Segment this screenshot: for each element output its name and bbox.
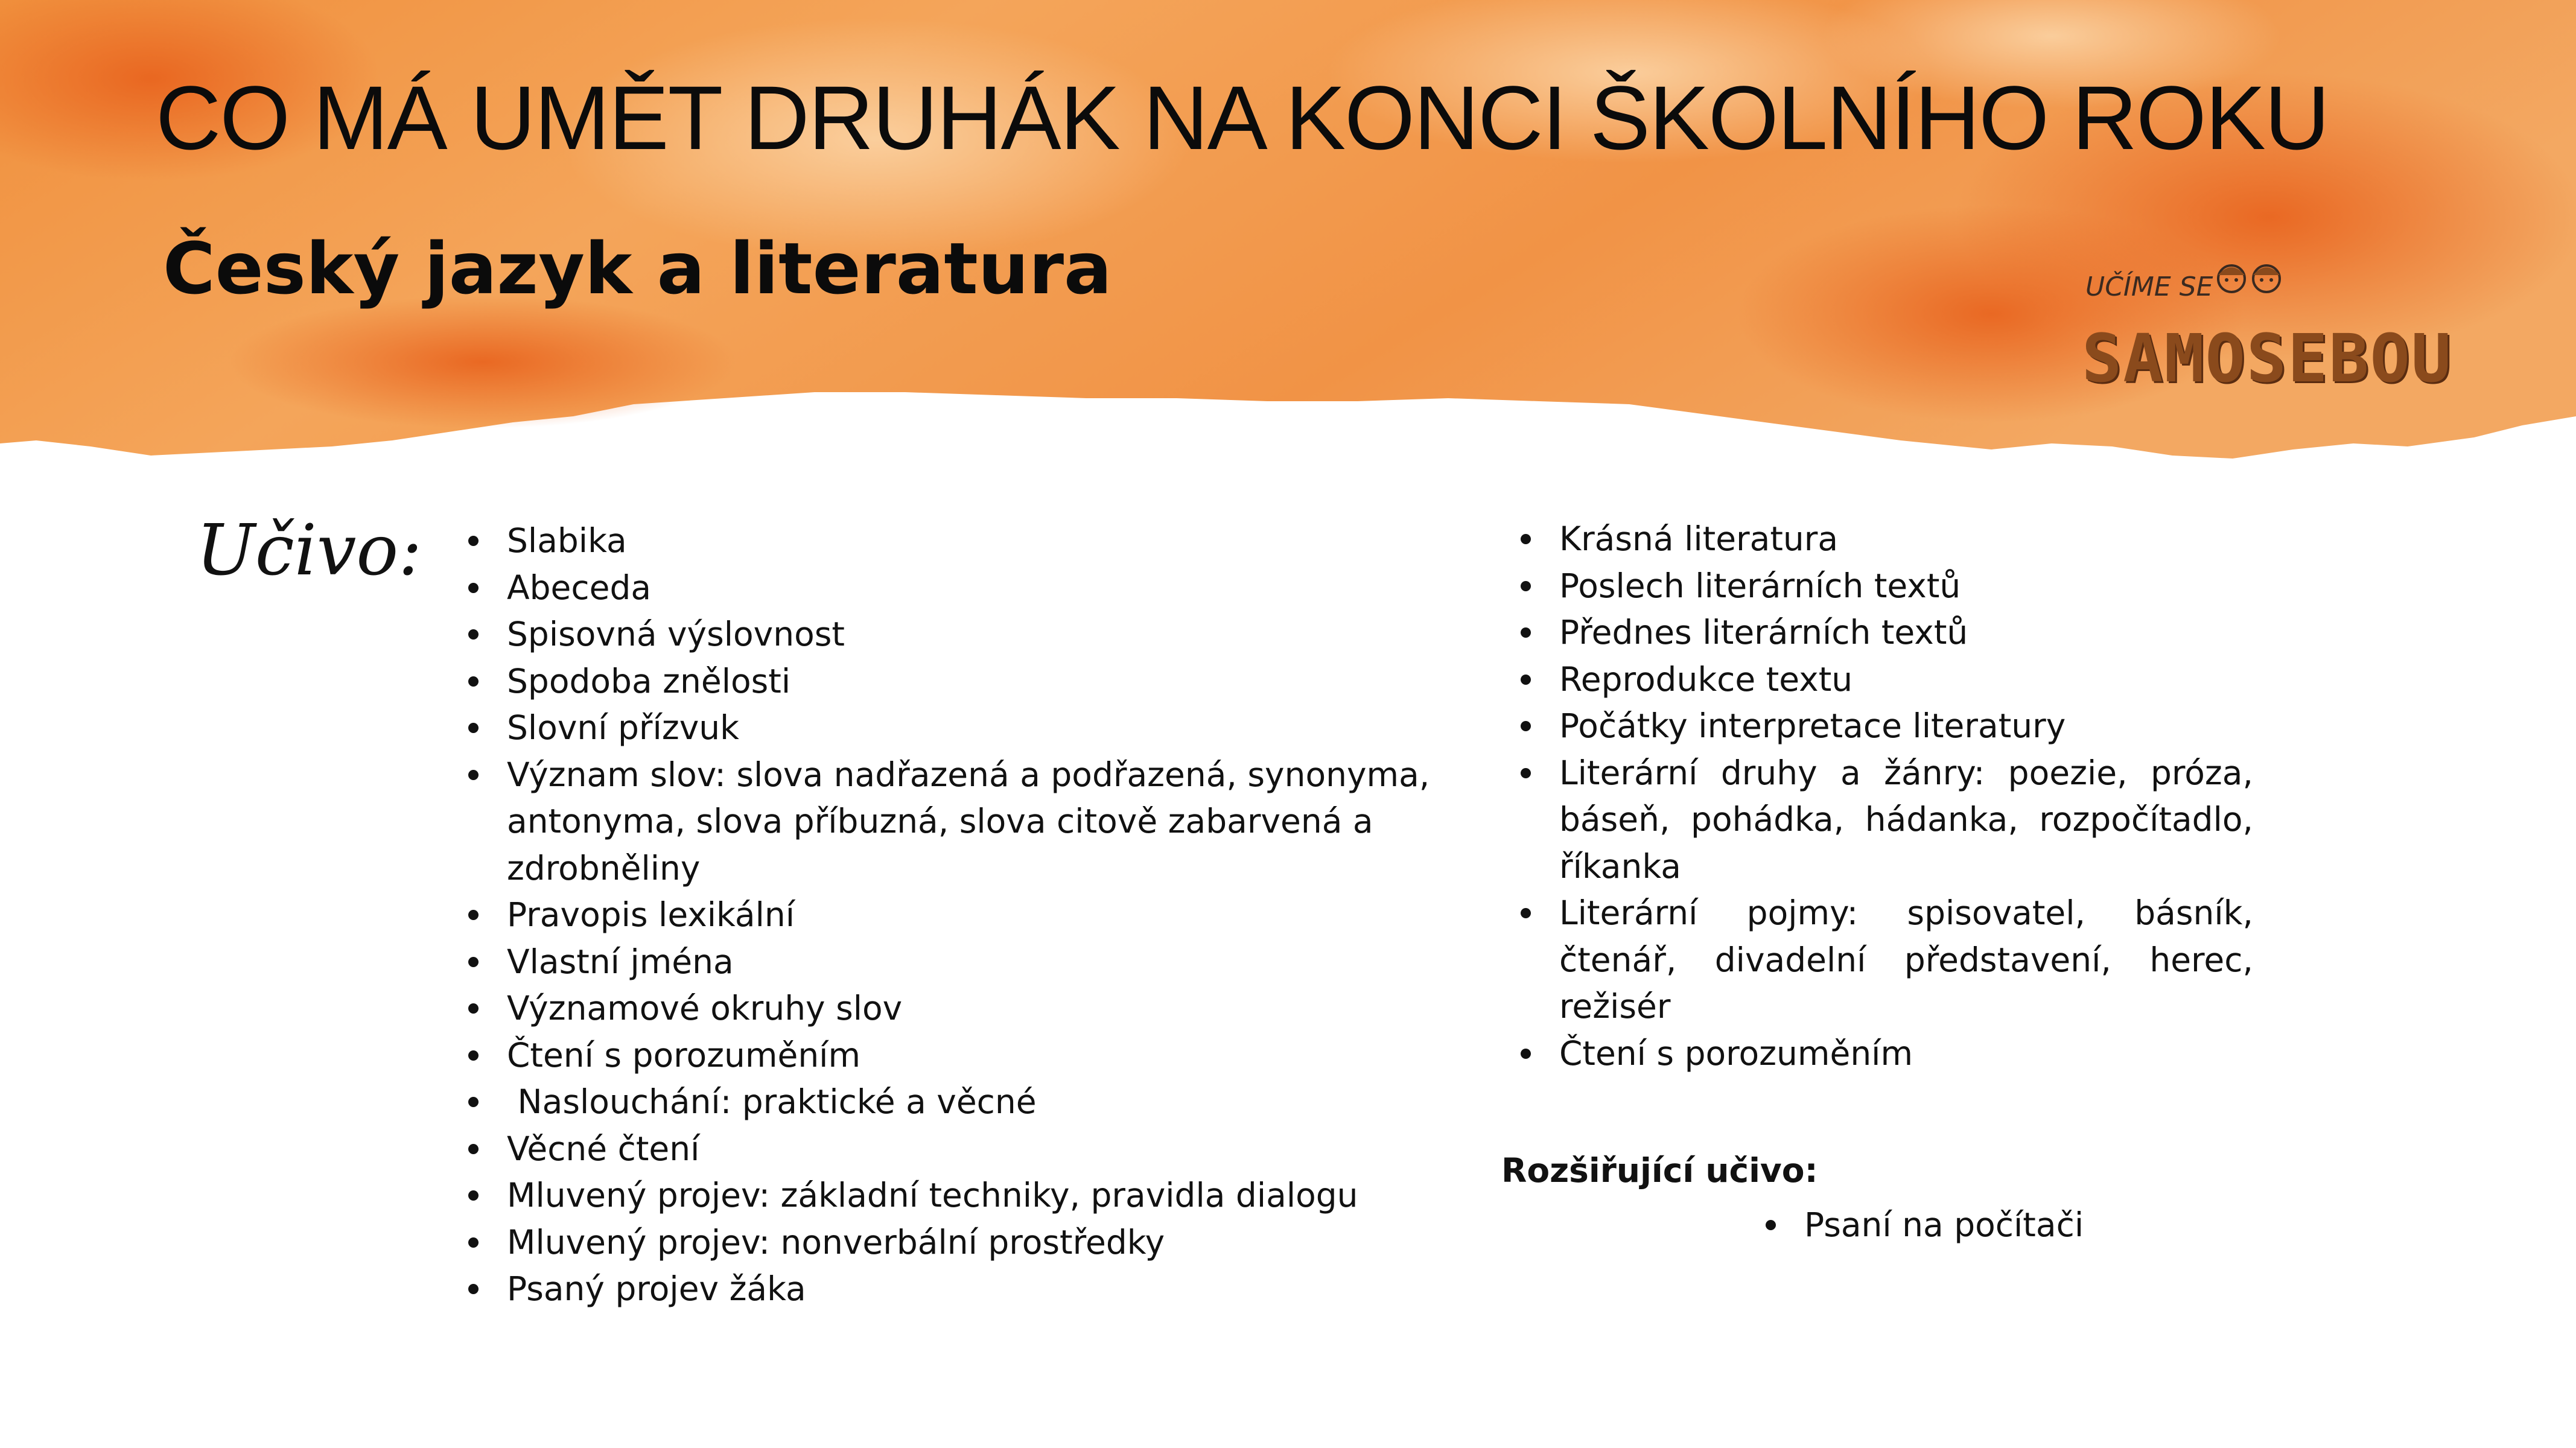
list-item: Spisovná výslovnost: [507, 611, 1484, 658]
logo-big-text: SAMOSEBOU: [2082, 320, 2453, 397]
list-item: Vlastní jména: [507, 939, 1484, 986]
curriculum-list-left: [439, 518, 1484, 1313]
list-item: Pravopis lexikální: [507, 892, 1484, 939]
list-item: Poslech literárních textů: [1559, 563, 2253, 610]
list-item: Počátky interpretace literatury: [1559, 703, 2253, 750]
list-item: Abeceda: [507, 565, 1484, 612]
list-item: Psaní na počítači: [1804, 1202, 2347, 1249]
list-item: Mluvený projev: nonverbální prostředky: [507, 1219, 1484, 1266]
list-item: Čtení s porozuměním: [507, 1032, 1484, 1079]
list-item: Literární druhy a žánry: poezie, próza, báseň, pohádka, hádanka, rozpočítadlo, říkanka: [1559, 750, 2253, 891]
list-item: Psaný projev žáka: [507, 1266, 1484, 1313]
list-item: Slovní přízvuk: [507, 705, 1484, 752]
list-item: Reprodukce textu: [1559, 656, 2253, 703]
list-item: Literární pojmy: spisovatel, básník, čtenář, divadelní představení, herec, režisér: [1559, 890, 2253, 1030]
list-item: Naslouchání: praktické a věcné: [507, 1079, 1484, 1126]
kids-faces-icon: [2209, 255, 2293, 303]
list-item: Přednes literárních textů: [1559, 609, 2253, 656]
logo-small-text: UČÍME SE: [2085, 272, 2213, 302]
list-item: Významové okruhy slov: [507, 985, 1484, 1032]
list-item: Spodoba znělosti: [507, 658, 1484, 705]
curriculum-list-right: [1492, 516, 2264, 1077]
section-label: Učivo:: [196, 510, 422, 591]
list-item: Mluvený projev: základní techniky, pravidla dialogu: [507, 1172, 1484, 1219]
list-item: Slabika: [507, 518, 1484, 565]
list-item: Krásná literatura: [1559, 516, 2253, 563]
extension-list: [1737, 1202, 2347, 1249]
brand-logo: [2082, 247, 2453, 404]
list-item: Čtení s porozuměním: [1559, 1030, 2253, 1078]
extension-title: Rozšiřující učivo:: [1501, 1151, 1818, 1190]
list-item: Věcné čtení: [507, 1126, 1484, 1173]
subject-subtitle: Český jazyk a literatura: [163, 227, 1112, 310]
list-item: Význam slov: slova nadřazená a podřazená, synonyma, antonyma, slova příbuzná, slova citově zabarvená a zdrobněliny: [507, 752, 1484, 892]
page-title: CO MÁ UMĚT DRUHÁK NA KONCI ŠKOLNÍHO ROKU: [156, 67, 2329, 168]
